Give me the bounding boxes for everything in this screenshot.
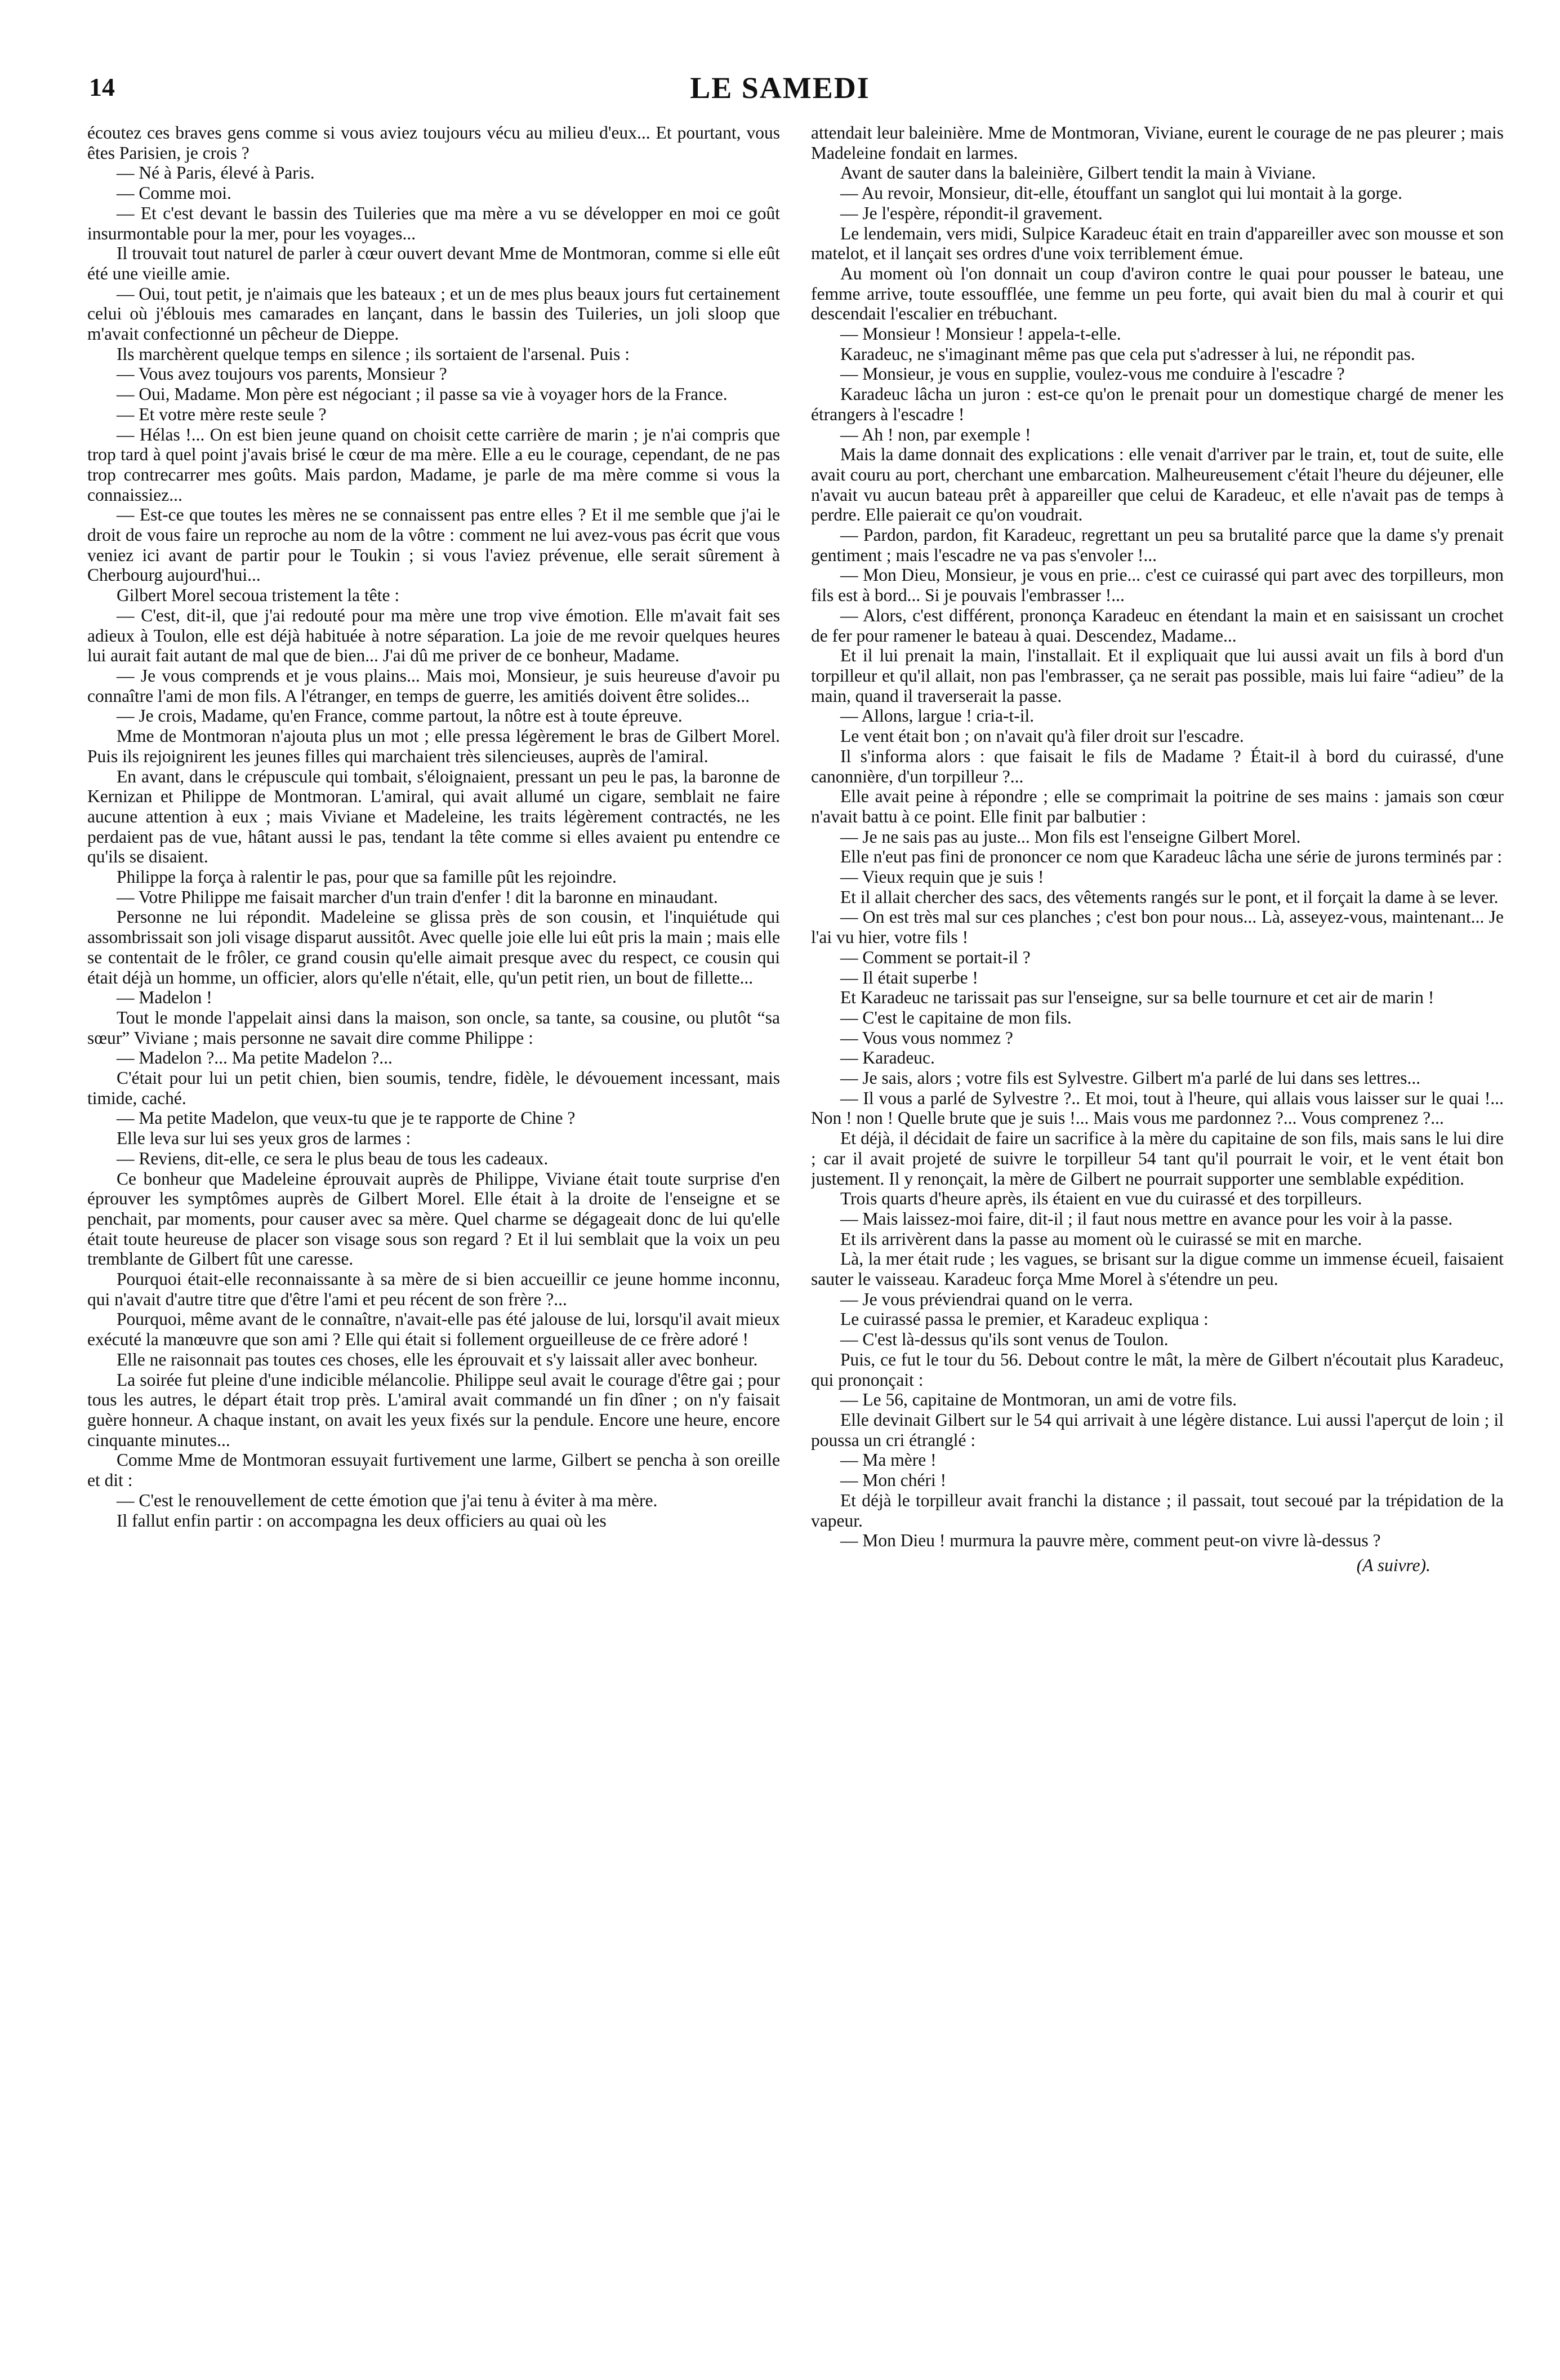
paragraph: Elle avait peine à répondre ; elle se comprimait la poitrine de ses mains : jamais son cœur n'avait battu à ce point. Elle finit par balbutier : [811,786,1504,826]
paragraph: Le vent était bon ; on n'avait qu'à filer droit sur l'escadre. [840,726,1244,746]
paragraph: Personne ne lui répondit. Madeleine se glissa près de son cousin, et l'inquiétude qui assombrissait son joli visage disparut aussitôt. Avec quelle joie elle lui eût pris la main ; mais elle se contentait de le frôler, ce grand cousin qu'elle aimait presque avec du respect, ce cousin qui était déjà un homme, un officier, alors qu'elle n'était, elle, qu'un petit rien, un bout de fillette... [87,907,780,987]
paragraph: Et déjà le torpilleur avait franchi la distance ; il passait, tout secoué par la trépidation de la vapeur. [811,1490,1504,1531]
paragraph: Philippe la força à ralentir le pas, pour que sa famille pût les rejoindre. [117,867,617,887]
paragraph: Et Karadeuc ne tarissait pas sur l'enseigne, sur sa belle tournure et cet air de marin ! [840,987,1434,1008]
paragraph: — Mais laissez-moi faire, dit-il ; il faut nous mettre en avance pour les voir à la passe. [840,1208,1453,1229]
paragraph: Et il lui prenait la main, l'installait. Et il expliquait que lui aussi avait un fils à bord d'un torpilleur et qu'il allait, non pas l'embrasser, ça ne serait pas possible, mais lui faire “adieu” de la main, quand il traverserait la passe. [811,646,1504,706]
paragraph: En avant, dans le crépuscule qui tombait, s'éloignaient, pressant un peu le pas, la baronne de Kernizan et Philippe de Montmoran. L'amiral, qui avait allumé un cigare, semblait ne faire aucune attention à eux ; mais Viviane et Madeleine, les traits légèrement contractés, ne les perdaient pas de vue, hâtant aussi le pas, tendant la tête comme si elles avaient pu entendre ce qu'ils se disaient. [87,766,780,867]
paragraph: Elle ne raisonnait pas toutes ces choses, elle les éprouvait et s'y laissait aller avec bonheur. [117,1349,758,1369]
paragraph: Le lendemain, vers midi, Sulpice Karadeuc était en train d'appareiller avec son mousse et son matelot, et il lançait ses ordres d'une voix terriblement émue. [811,223,1504,264]
paragraph: — Je vous comprends et je vous plains... Mais moi, Monsieur, je suis heureuse d'avoir pu connaître l'ami de mon fils. A l'étranger, en temps de guerre, les amitiés doivent être solides... [87,665,780,706]
paragraph: — Je sais, alors ; votre fils est Sylvestre. Gilbert m'a parlé de lui dans ses lettres... [840,1068,1421,1088]
paragraph: Le cuirassé passa le premier, et Karadeuc expliqua : [840,1309,1209,1329]
paragraph: Mais la dame donnait des explications : elle venait d'arriver par le train, et, tout de suite, elle avait couru au port, cherchant une embarcation. Malheureusement c'était l'heure du déjeuner, elle n'avait vu aucun bateau prêt à appareiller que celui de Karadeuc, et elle n'avait pas de temps à perdre. Elle paierait ce qu'on voudrait. [811,444,1504,525]
paragraph: — Vous vous nommez ? [840,1027,1013,1048]
paragraph: — Comme moi. [117,183,231,203]
paragraph: — Je l'espère, répondit-il gravement. [840,203,1103,223]
paragraph: — Ah ! non, par exemple ! [840,424,1031,444]
paragraph: — Vieux requin que je suis ! [840,867,1044,887]
to-be-continued: (A suivre). [1356,1555,1430,1575]
paragraph: La soirée fut pleine d'une indicible mélancolie. Philippe seul avait le courage d'être gai ; pour tous les autres, le départ était trop près. L'amiral avait commandé un fin dîner ; on n'y faisait guère honneur. A chaque instant, on avait les yeux fixés sur la pendule. Encore une heure, encore cinquante minutes... [87,1369,780,1450]
paragraph: — Je ne sais pas au juste... Mon fils est l'enseigne Gilbert Morel. [840,826,1301,847]
paragraph: — Est-ce que toutes les mères ne se connaissent pas entre elles ? Et il me semble que j'ai le droit de vous faire un reproche au nom de la vôtre : comment ne lui avez-vous pas écrit que vous veniez ici avant de partir pour le Toukin ; si vous l'aviez prévenue, elle serait sûrement à Cherbourg aujourd'hui... [87,505,780,585]
paragraph: — Reviens, dit-elle, ce sera le plus beau de tous les cadeaux. [117,1148,549,1168]
paragraph: Gilbert Morel secoua tristement la tête : [117,585,400,606]
paragraph: — Et votre mère reste seule ? [117,404,327,424]
paragraph: Trois quarts d'heure après, ils étaient en vue du cuirassé et des torpilleurs. [840,1189,1362,1209]
paragraph: — Mon Dieu ! murmura la pauvre mère, comment peut-on vivre là-dessus ? [840,1531,1381,1551]
paragraph: Pourquoi était-elle reconnaissante à sa mère de si bien accueillir ce jeune homme inconnu, qui n'avait d'autre titre que d'être l'ami et peu récent de son frère ?... [87,1269,780,1309]
paragraph: — Mon chéri ! [840,1470,947,1491]
paragraph: Et déjà, il décidait de faire un sacrifice à la mère du capitaine de son fils, mais sans le lui dire ; car il avait projeté de suivre le torpilleur 54 tant qu'il pourrait le voir, et le vent était bon justement. Il y renonçait, la mère de Gilbert ne pourrait supporter une semblable expédition. [811,1128,1504,1189]
paragraph: Là, la mer était rude ; les vagues, se brisant sur la digue comme un immense écueil, faisaient sauter le vaisseau. Karadeuc força Mme Morel à s'étendre un peu. [811,1249,1504,1289]
paragraph: Karadeuc, ne s'imaginant même pas que cela put s'adresser à lui, ne répondit pas. [840,344,1415,364]
paragraph: Au moment où l'on donnait un coup d'aviron contre le quai pour pousser le bateau, une femme arrive, toute essoufflée, une femme un peu forte, qui avait bien du mal à courir et qui descendait l'escalier en trébuchant. [811,263,1504,324]
paragraph: Et il allait chercher des sacs, des vêtements rangés sur le pont, et il forçait la dame à se lever. [840,887,1499,907]
paragraph: — Il vous a parlé de Sylvestre ?.. Et moi, tout à l'heure, qui allais vous laisser sur le quai !... Non ! non ! Quelle brute que je suis !... Mais vous me pardonnez ?... Vous comprenez ?... [811,1088,1504,1128]
paragraph: — Il était superbe ! [840,967,978,987]
page-header [84,68,1476,121]
paragraph: Elle leva sur lui ses yeux gros de larmes : [117,1128,411,1149]
paragraph: — Le 56, capitaine de Montmoran, un ami de votre fils. [840,1390,1237,1410]
paragraph: Ce bonheur que Madeleine éprouvait auprès de Philippe, Viviane était toute surprise d'en éprouver les symptômes auprès de Gilbert Morel. Elle était à la droite de l'enseigne et se penchait, par moments, pour causer avec sa mère. Quel charme se dégageait donc de lui qu'elle était toute heureuse de placer son visage sous son regard ? Et il lui semblait que la voix un peu tremblante de Gilbert fût une caresse. [87,1168,780,1269]
paragraph: — Comment se portait-il ? [840,947,1031,967]
paragraph: Karadeuc lâcha un juron : est-ce qu'on le prenait pour un domestique chargé de mener les étrangers à l'escadre ! [811,384,1504,424]
paragraph: — Mon Dieu, Monsieur, je vous en prie... c'est ce cuirassé qui part avec des torpilleurs, mon fils est à bord... Si je pouvais l'embrasser !... [811,565,1504,606]
paragraph: — On est très mal sur ces planches ; c'est bon pour nous... Là, asseyez-vous, maintenant... Je l'ai vu hier, votre fils ! [811,907,1504,947]
left-column [87,123,780,2331]
paragraph: Il trouvait tout naturel de parler à cœur ouvert devant Mme de Montmoran, comme si elle eût été une vieille amie. [87,243,780,283]
paragraph: Comme Mme de Montmoran essuyait furtivement une larme, Gilbert se pencha à son oreille et dit : [87,1450,780,1491]
paragraph: — Alors, c'est différent, prononça Karadeuc en étendant la main et en saisissant un crochet de fer pour ramener le bateau à quai. Descendez, Madame... [811,605,1504,646]
paragraph: — Karadeuc. [840,1048,935,1068]
right-column [811,123,1504,2331]
paragraph: — Vous avez toujours vos parents, Monsieur ? [117,364,447,384]
paragraph: — Madelon ?... Ma petite Madelon ?... [117,1048,393,1068]
paragraph: — Oui, Madame. Mon père est négociant ; il passe sa vie à voyager hors de la France. [117,384,728,404]
paragraph: — Pardon, pardon, fit Karadeuc, regrettant un peu sa brutalité parce que la dame s'y prenait gentiment ; mais l'escadre ne va pas s'envoler !... [811,525,1504,565]
paragraph: Tout le monde l'appelait ainsi dans la maison, son oncle, sa tante, sa cousine, ou plutôt “sa sœur” Viviane ; mais personne ne savait dire comme Philippe : [87,1007,780,1048]
paragraph: Mme de Montmoran n'ajouta plus un mot ; elle pressa légèrement le bras de Gilbert Morel. Puis ils rejoignirent les jeunes filles qui marchaient très silencieuses, auprès de l'amiral. [87,726,780,766]
paragraph: — Je vous préviendrai quand on le verra. [840,1289,1133,1309]
paragraph: Pourquoi, même avant de le connaître, n'avait-elle pas été jalouse de lui, lorsqu'il avait mieux exécuté la manœuvre que son ami ? Elle qui était si follement orgueilleuse de ce frère adoré ! [87,1309,780,1350]
paragraph: — C'est, dit-il, que j'ai redouté pour ma mère une trop vive émotion. Elle m'avait fait ses adieux à Toulon, elle est déjà habituée à notre séparation. La joie de me revoir quelques heures lui aurait fait autant de mal que de bien... J'ai dû me priver de ce bonheur, Madame. [87,605,780,666]
paragraph: — Ma petite Madelon, que veux-tu que je te rapporte de Chine ? [117,1108,576,1128]
paragraph: Et ils arrivèrent dans la passe au moment où le cuirassé se mit en marche. [840,1229,1362,1249]
paragraph: Elle n'eut pas fini de prononcer ce nom que Karadeuc lâcha une série de jurons terminés par : [840,847,1503,867]
paragraph: écoutez ces braves gens comme si vous aviez toujours vécu au milieu d'eux... Et pourtant, vous êtes Parisien, je crois ? [87,123,780,163]
paragraph: Il fallut enfin partir : on accompagna les deux officiers au quai où les [117,1510,607,1531]
paragraph: — Oui, tout petit, je n'aimais que les bateaux ; et un de mes plus beaux jours fut certainement celui où j'éblouis mes camarades en lançant, dans le bassin des Tuileries, un joli sloop que m'avait confectionné un pêcheur de Dieppe. [87,283,780,344]
paragraph: Ils marchèrent quelque temps en silence ; ils sortaient de l'arsenal. Puis : [117,344,630,364]
paragraph: — Ma mère ! [840,1450,937,1470]
paragraph: Avant de sauter dans la baleinière, Gilbert tendit la main à Viviane. [840,163,1316,183]
paragraph: Il s'informa alors : que faisait le fils de Madame ? Était-il à bord du cuirassé, d'une canonnière, d'un torpilleur ?... [811,746,1504,786]
paragraph: — Au revoir, Monsieur, dit-elle, étouffant un sanglot qui lui montait à la gorge. [840,183,1403,203]
paragraph: — Né à Paris, élevé à Paris. [117,163,315,183]
paragraph: — Votre Philippe me faisait marcher d'un train d'enfer ! dit la baronne en minaudant. [117,887,718,907]
paragraph: — Monsieur ! Monsieur ! appela-t-elle. [840,324,1121,344]
page-number: 14 [89,73,115,101]
paragraph: C'était pour lui un petit chien, bien soumis, tendre, fidèle, le dévouement incessant, mais timide, caché. [87,1068,780,1108]
paragraph: — Hélas !... On est bien jeune quand on choisit cette carrière de marin ; je n'ai compris que trop tard à quel point j'avais brisé le cœur de ma mère. Elle a eu le courage, cependant, de ne pas trop contrecarrer mes goûts. Mais pardon, Madame, je parle de ma mère comme si vous la connaissiez... [87,424,780,505]
paragraph: — Monsieur, je vous en supplie, voulez-vous me conduire à l'escadre ? [840,364,1345,384]
paragraph: — C'est le capitaine de mon fils. [840,1007,1072,1027]
paragraph: — Et c'est devant le bassin des Tuileries que ma mère a vu se développer en moi ce goût insurmontable pour la mer, pour les voyages... [87,203,780,243]
paragraph: Elle devinait Gilbert sur le 54 qui arrivait à une légère distance. Lui aussi l'aperçut de loin ; il poussa un cri étranglé : [811,1410,1504,1450]
paragraph: attendait leur baleinière. Mme de Montmoran, Viviane, eurent le courage de ne pas pleurer ; mais Madeleine fondait en larmes. [811,123,1504,163]
paragraph: — C'est là-dessus qu'ils sont venus de Toulon. [840,1329,1169,1350]
paragraph: — Madelon ! [117,987,212,1008]
paragraph: — C'est le renouvellement de cette émotion que j'ai tenu à éviter à ma mère. [117,1490,658,1510]
journal-title: LE SAMEDI [690,71,870,105]
paragraph: Puis, ce fut le tour du 56. Debout contre le mât, la mère de Gilbert n'écoutait plus Karadeuc, qui prononçait : [811,1349,1504,1390]
paragraph: — Je crois, Madame, qu'en France, comme partout, la nôtre est à toute épreuve. [117,706,683,726]
paragraph: — Allons, largue ! cria-t-il. [840,706,1035,726]
